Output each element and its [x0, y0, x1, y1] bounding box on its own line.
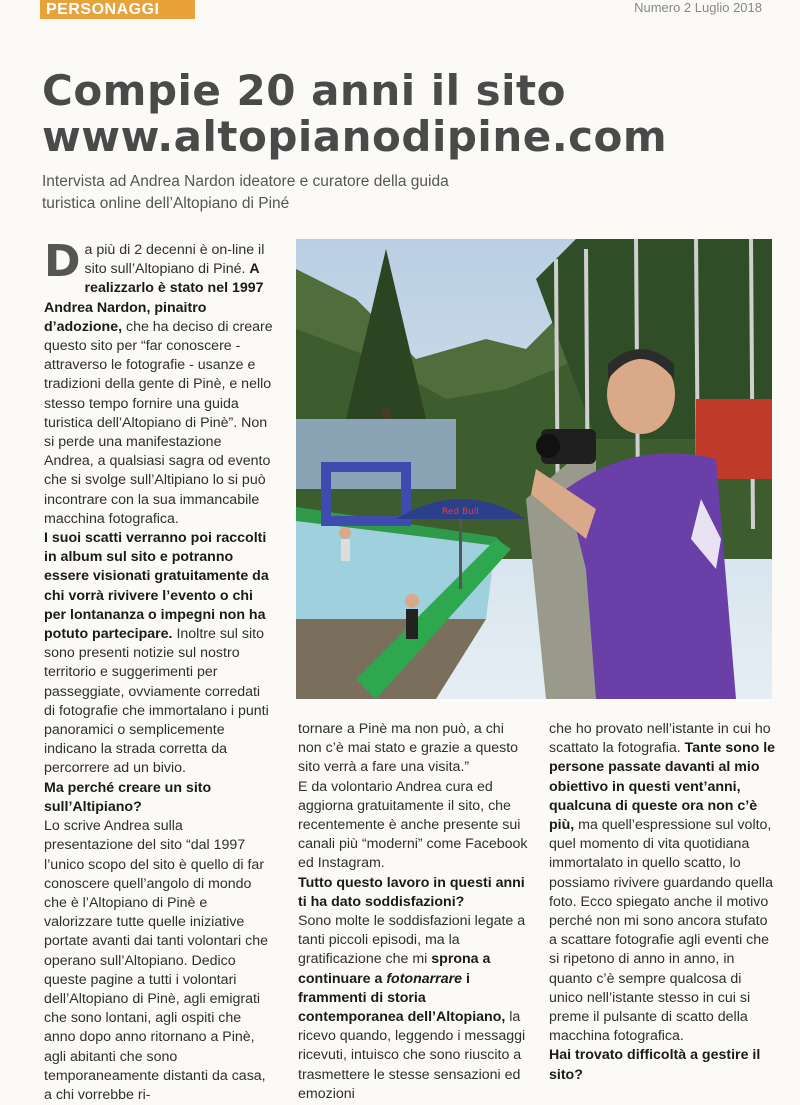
column-2 — [298, 720, 528, 1104]
paragraph — [44, 529, 274, 779]
italic-text: fotonarrare — [386, 970, 462, 987]
bold-text: sprona a continuare a — [298, 951, 491, 987]
text: ma quell’espressione sul volto, quel momento di vita quotidiana immortalato in quello scatto, lo possiamo rivivere guardando quella foto. Ecco spiegato anche il motivo perché non mi sono ancora stufato a scattare fotografie agli eventi che si ripetono di anno in anno, in quanto c’è sempre qualcosa di unico nell’istante stesso in cui si preme il pulsante di scatto della macchina fotografica. — [549, 817, 773, 1045]
text: che ho provato nell’istante in cui ho scattato la fotografia. — [549, 721, 771, 757]
question-heading: Ma perché creare un sito sull’Altipiano? — [44, 779, 212, 815]
column-1 — [44, 236, 274, 1105]
text: la ricevo quando, leggendo i messaggi ricevuti, intuisco che sono riuscito a trasmettere le stesse sensazioni ed emozioni — [298, 1009, 526, 1102]
drop-cap: D — [44, 236, 81, 287]
paragraph: Lo scrive Andrea sulla presentazione del sito “dal 1997 l’unico scopo del sito è quello di far conoscere quell’angolo di mondo che è l’Altopiano di Pinè e valorizzare tutte quelle iniziative portate avanti dai tanti volontari che operano sull’Altopiano. Dedico queste pagine a tutti i volontari dell’Altopiano di Pinè, agli emigrati che sono lontani, agli ospiti che anno dopo anno ritornano a Pinè, agli abitanti che sono temporaneamente distanti da casa, a chi vorrebbe ri- — [44, 818, 268, 1103]
question-heading: Hai trovato difficoltà a gestire il sito? — [549, 1047, 761, 1083]
paragraph — [549, 720, 779, 1046]
title-line-1: Compie 20 anni il sito — [42, 66, 566, 115]
paragraph: E da volontario Andrea cura ed aggiorna gratuitamente il sito, che recentemente è anche presente sui canali più “moderni” come Facebook ed Instagram. — [298, 778, 528, 872]
paragraph — [44, 236, 274, 529]
bold-text: Tante sono le persone passate davanti al mio obiettivo in questi vent’anni, qualcuna di queste ora non c’è più, — [549, 740, 776, 834]
issue-date: Numero 2 Luglio 2018 — [634, 0, 762, 15]
article-title — [42, 68, 782, 160]
paragraph: tornare a Pinè ma non può, a chi non c’è mai stato e grazie a questo sito verrà a fare una visita.” — [298, 721, 519, 776]
bold-text: A realizzarlo è stato nel 1997 Andrea Nardon, pinaitro d’adozione, — [44, 261, 264, 335]
section-tag: PERSONAGGI — [40, 0, 195, 19]
text: a più di 2 decenni è on-line il sito sull’Altopiano di Piné. — [84, 242, 265, 278]
title-line-2: www.altopianodipine.com — [42, 112, 668, 161]
paragraph — [298, 912, 528, 1104]
column-3 — [549, 720, 779, 1085]
text: Inoltre sul sito sono presenti notizie sul nostro territorio e suggerimenti per passeggiate, ovviamente corredati di fotografie che immortalano i punti panoramici o semplicemente indicano la strada corretta da percorrere ad un bivio. — [44, 626, 269, 777]
text: Sono molte le soddisfazioni legate a tanti piccoli episodi, ma la gratificazione che mi — [298, 913, 526, 968]
question-heading: Tutto questo lavoro in questi anni ti ha dato soddisfazioni? — [298, 874, 525, 910]
bold-text: i frammenti di storia contemporanea dell’Altopiano, — [298, 970, 506, 1026]
text: che ha deciso di creare questo sito per “far conoscere - attraverso le fotografie - usanze e tradizioni della gente di Pinè, e nello stesso tempo fornire una guida turistica dell’Altopiano di Pinè”. Non si perde una manifestazione Andrea, a qualsiasi sagra od evento che si svolge sull’Altipiano lo si può incontrare con la sua immancabile macchina fotografica. — [44, 318, 273, 527]
photo-illustration — [296, 239, 772, 699]
article-subtitle: Intervista ad Andrea Nardon ideatore e curatore della guida turistica online dell’Altopiano di Piné — [42, 173, 449, 212]
bold-text: I suoi scatti verranno poi raccolti in album sul sito e potranno essere visionati gratuitamente da chi vorrà rivivere l’evento o chi per lontananza o impegni non ha potuto partecipare. — [44, 530, 269, 643]
umbrella-brand: Red Bull — [442, 507, 479, 517]
article-photo — [296, 239, 772, 699]
